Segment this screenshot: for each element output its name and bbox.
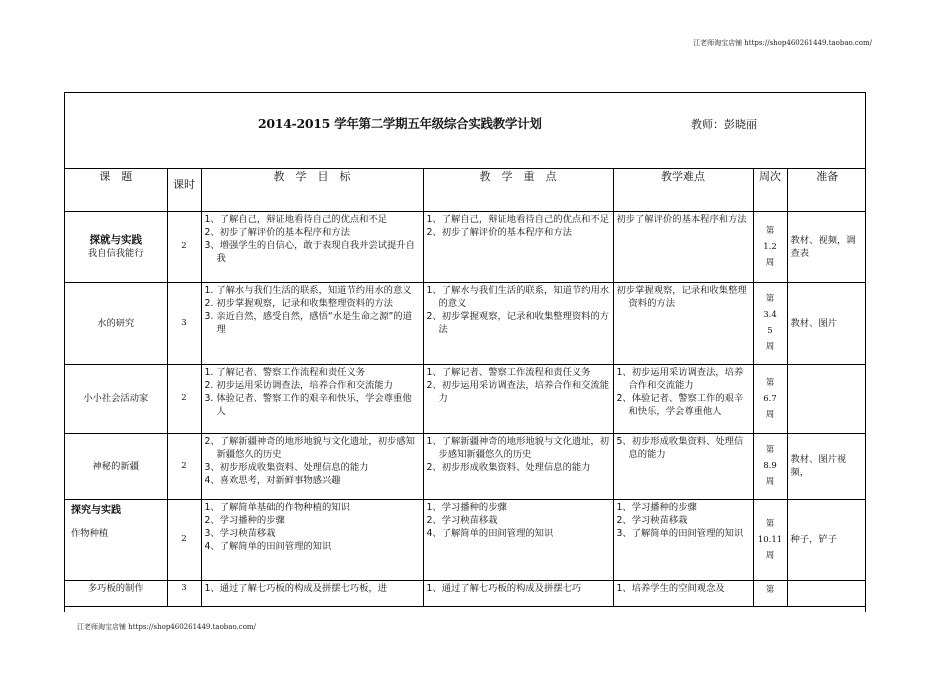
list-item: 1、通过了解七巧板的构成及拼摆七巧 xyxy=(426,582,582,594)
week-line: 5 xyxy=(767,326,773,336)
cell-week xyxy=(753,499,787,580)
text-list xyxy=(427,366,610,405)
teacher-name: 教师：彭晓丽 xyxy=(691,118,757,131)
col-header-hours: 课时 xyxy=(167,169,201,211)
footer-url: 江老师淘宝店铺 https://shop460261449.taobao.com/ xyxy=(77,623,256,631)
text-list xyxy=(617,582,750,595)
topic-name: 我自信我能行 xyxy=(87,247,144,259)
list-item: 2. 初步掌握观察，记录和收集整理资料的方法 xyxy=(204,297,393,309)
text-list xyxy=(427,284,610,336)
cell-hours: 2 xyxy=(167,364,201,433)
text-list xyxy=(617,366,750,418)
cell-goals xyxy=(201,364,423,433)
week-line: 周 xyxy=(765,550,775,561)
cell-prep xyxy=(787,364,866,433)
table-row xyxy=(65,211,866,282)
list-item: 3、学习秧苗移栽 xyxy=(204,527,276,539)
cell-hours: 2 xyxy=(167,499,201,580)
week-line: 第 xyxy=(765,225,775,236)
plan-table xyxy=(65,169,866,607)
week-line: 第 xyxy=(765,584,775,595)
list-item: 1、了解记者、警察工作流程和责任义务 xyxy=(426,366,591,378)
cell-prep: 教材、图片视频， xyxy=(787,433,866,499)
list-item: 3. 亲近自然，感受自然，感悟“水是生命之源”的道理 xyxy=(204,310,412,335)
cell-difficulties xyxy=(613,499,753,580)
week-line: 第 xyxy=(765,445,775,455)
cell-keypoints xyxy=(423,499,613,580)
list-item: 2、初步掌握观察，记录和收集整理资料的方法 xyxy=(426,310,610,335)
cell-hours: 2 xyxy=(167,211,201,282)
cell-goals xyxy=(201,499,423,580)
list-item: 1. 了解水与我们生活的联系，知道节约用水的意义 xyxy=(204,284,412,296)
week-line: 10.11 xyxy=(757,534,783,545)
cell-keypoints xyxy=(423,580,613,606)
list-item: 2、初步运用采访调查法，培养合作和交流能力 xyxy=(426,379,610,404)
list-item: 2. 初步运用采访调查法，培养合作和交流能力 xyxy=(204,379,393,391)
text-list xyxy=(427,582,610,595)
cell-topic xyxy=(65,433,167,499)
text-list xyxy=(205,284,420,336)
cell-prep: 教材、视频，调查表 xyxy=(787,211,866,282)
list-item: 1、通过了解七巧板的构成及拼摆七巧板，进 xyxy=(204,582,388,594)
list-item: 1、了解新疆神奇的地形地貌与文化遗址，初步感知新疆悠久的历史 xyxy=(426,435,610,460)
list-item: 2、初步形成收集资料、处理信息的能力 xyxy=(426,461,591,473)
cell-keypoints xyxy=(423,433,613,499)
text-list xyxy=(617,284,750,310)
table-row xyxy=(65,580,866,606)
header-url: 江老师淘宝店铺 https://shop460261449.taobao.com/ xyxy=(693,39,872,47)
cell-prep: 种子，铲子 xyxy=(787,499,866,580)
list-item: 1. 了解记者、警察工作流程和责任义务 xyxy=(204,366,366,378)
col-header-difficulties: 教学难点 xyxy=(613,169,753,211)
week-line: 第 xyxy=(765,377,775,388)
topic-name: 小小社会活动家 xyxy=(83,393,149,404)
week-line: 第 xyxy=(765,518,775,529)
topic-name: 神秘的新疆 xyxy=(92,460,139,472)
table-body xyxy=(65,211,866,606)
col-header-prep: 准备 xyxy=(787,169,866,211)
week-line: 周 xyxy=(765,342,775,352)
list-item: 1、了解水与我们生活的联系，知道节约用水的意义 xyxy=(426,284,610,309)
week-line: 周 xyxy=(765,257,775,268)
topic-name: 水的研究 xyxy=(97,317,135,329)
topic-name: 多巧板的制作 xyxy=(87,582,144,594)
cell-week xyxy=(753,580,787,606)
list-item: 1、学习播种的步骤 xyxy=(426,501,507,513)
list-item: 初步了解评价的基本程序和方法 xyxy=(616,213,747,225)
list-item: 2、学习秧苗移栽 xyxy=(426,514,498,526)
week-line: 第 xyxy=(765,294,775,304)
text-list xyxy=(205,213,420,265)
cell-topic xyxy=(65,364,167,433)
cell-week xyxy=(753,433,787,499)
topic-name: 作物种植 xyxy=(71,527,109,539)
list-item: 2、初步了解评价的基本程序和方法 xyxy=(204,226,350,238)
text-list xyxy=(427,435,610,474)
list-item: 1、了解自己，辩证地看待自己的优点和不足 xyxy=(426,213,610,225)
week-line: 1.2 xyxy=(763,241,777,252)
document-title: 2014-2015 学年第二学期五年级综合实践教学计划 xyxy=(258,116,542,131)
cell-hours: 3 xyxy=(167,282,201,364)
text-list xyxy=(617,435,750,461)
cell-prep xyxy=(787,580,866,606)
cell-hours: 2 xyxy=(167,433,201,499)
table-header-row xyxy=(65,169,866,211)
cell-topic xyxy=(65,282,167,364)
week-line: 8.9 xyxy=(763,461,777,471)
cell-difficulties xyxy=(613,364,753,433)
cell-goals xyxy=(201,433,423,499)
cell-difficulties xyxy=(613,282,753,364)
list-item: 3、增强学生的自信心，敢于表现自我并尝试提升自我 xyxy=(204,239,415,264)
title-row xyxy=(65,93,865,169)
list-item: 5、初步形成收集资料、处理信息的能力 xyxy=(616,435,744,460)
cell-keypoints xyxy=(423,364,613,433)
text-list xyxy=(617,501,750,540)
list-item: 4、了解简单的田间管理的知识 xyxy=(426,527,554,539)
week-line: 周 xyxy=(765,477,775,487)
list-item: 4、喜欢思考，对新鲜事物感兴趣 xyxy=(204,474,341,486)
table-row xyxy=(65,499,866,580)
cell-difficulties xyxy=(613,211,753,282)
topic-group: 探究与实践 xyxy=(71,504,121,516)
cell-difficulties xyxy=(613,580,753,606)
cell-keypoints xyxy=(423,282,613,364)
table-row xyxy=(65,364,866,433)
text-list xyxy=(427,213,610,239)
topic-group: 探就与实践 xyxy=(89,233,142,246)
text-list xyxy=(205,366,420,418)
plan-table-frame xyxy=(64,92,866,612)
week-line: 6.7 xyxy=(763,393,777,404)
table-row xyxy=(65,282,866,364)
week-line: 3.4 xyxy=(763,310,777,320)
cell-prep: 教材、图片 xyxy=(787,282,866,364)
list-item: 初步掌握观察，记录和收集整理资料的方法 xyxy=(616,284,747,309)
cell-week xyxy=(753,364,787,433)
col-header-goals: 教 学 目 标 xyxy=(201,169,423,211)
text-list xyxy=(617,213,750,226)
list-item: 1、了解自己，辩证地看待自己的优点和不足 xyxy=(204,213,388,225)
list-item: 2、了解新疆神奇的地形地貌与文化遗址，初步感知新疆悠久的历史 xyxy=(204,435,415,460)
list-item: 4、了解简单的田间管理的知识 xyxy=(204,540,332,552)
list-item: 2、学习秧苗移栽 xyxy=(616,514,688,526)
list-item: 1、培养学生的空间观念及 xyxy=(616,582,725,594)
text-list xyxy=(427,501,610,540)
text-list xyxy=(205,435,420,487)
col-header-topic: 课 题 xyxy=(65,169,167,211)
cell-goals xyxy=(201,282,423,364)
list-item: 2、体验记者、警察工作的艰辛和快乐，学会尊重他人 xyxy=(616,392,744,417)
list-item: 1、学习播种的步骤 xyxy=(616,501,697,513)
week-line: 周 xyxy=(765,409,775,420)
cell-goals xyxy=(201,580,423,606)
col-header-week: 周次 xyxy=(753,169,787,211)
list-item: 1、了解简单基础的作物种植的知识 xyxy=(204,501,350,513)
cell-keypoints xyxy=(423,211,613,282)
text-list xyxy=(205,582,420,595)
cell-topic xyxy=(65,211,167,282)
list-item: 3、初步形成收集资料、处理信息的能力 xyxy=(204,461,369,473)
cell-week xyxy=(753,211,787,282)
text-list xyxy=(205,501,420,553)
list-item: 3、了解简单的田间管理的知识 xyxy=(616,527,744,539)
cell-week xyxy=(753,282,787,364)
table-row xyxy=(65,433,866,499)
list-item: 2、初步了解评价的基本程序和方法 xyxy=(426,226,572,238)
cell-topic xyxy=(65,499,167,580)
cell-difficulties xyxy=(613,433,753,499)
list-item: 2、学习播种的步骤 xyxy=(204,514,285,526)
list-item: 3. 体验记者、警察工作的艰辛和快乐，学会尊重他人 xyxy=(204,392,412,417)
list-item: 1、初步运用采访调查法，培养合作和交流能力 xyxy=(616,366,744,391)
cell-topic xyxy=(65,580,167,606)
cell-goals xyxy=(201,211,423,282)
cell-hours: 3 xyxy=(167,580,201,606)
col-header-keypoints: 教 学 重 点 xyxy=(423,169,613,211)
